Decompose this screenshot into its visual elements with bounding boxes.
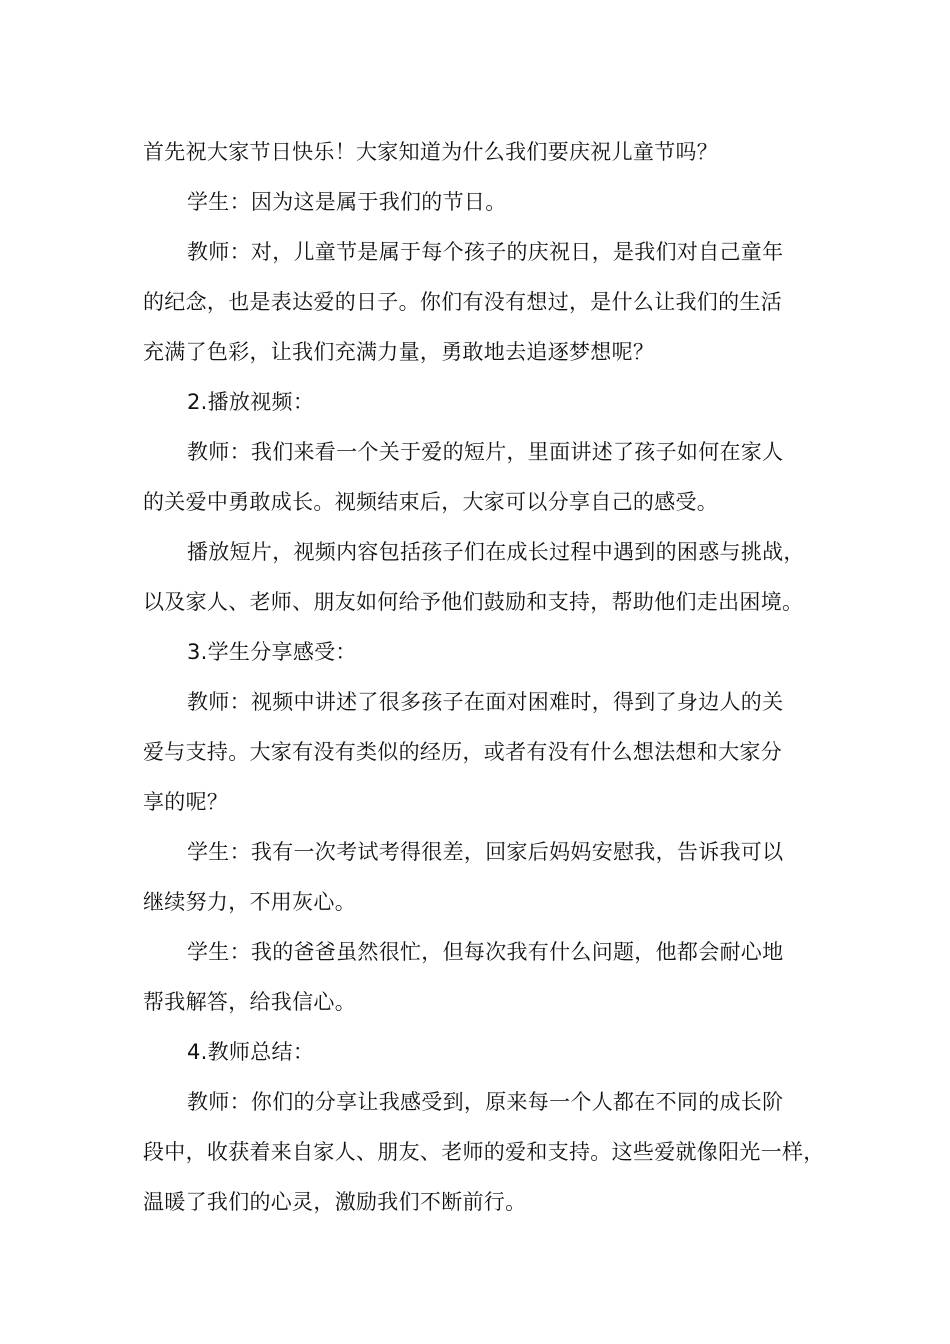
text-line: 段中，收获着来自家人、朋友、老师的爱和支持。这些爱就像阳光一样，: [143, 1140, 825, 1164]
text-line: 学生：因为这是属于我们的节日。: [187, 190, 507, 214]
document-body: [143, 127, 823, 1227]
text-line: 爱与支持。大家有没有类似的经历，或者有没有什么想法想和大家分: [143, 740, 782, 764]
paragraph: [143, 177, 823, 227]
paragraph: [143, 627, 823, 677]
text-line: 4.教师总结：: [187, 1040, 315, 1064]
paragraph: [143, 377, 823, 427]
paragraph: [143, 527, 823, 627]
paragraph: [143, 1027, 823, 1077]
text-line: 以及家人、老师、朋友如何给予他们鼓励和支持，帮助他们走出困境。: [143, 590, 804, 614]
text-line: 帮我解答，给我信心。: [143, 990, 356, 1014]
paragraph: [143, 227, 823, 377]
paragraph: [143, 127, 823, 177]
text-line: 播放短片，视频内容包括孩子们在成长过程中遇到的困惑与挑战，: [187, 540, 805, 564]
text-line: 温暖了我们的心灵，激励我们不断前行。: [143, 1190, 527, 1214]
text-line: 3.学生分享感受：: [187, 640, 357, 664]
text-line: 学生：我有一次考试考得很差，回家后妈妈安慰我，告诉我可以: [187, 840, 784, 864]
text-line: 学生：我的爸爸虽然很忙，但每次我有什么问题，他都会耐心地: [187, 940, 784, 964]
text-line: 首先祝大家节日快乐！大家知道为什么我们要庆祝儿童节吗？: [143, 140, 719, 164]
paragraph: [143, 1077, 823, 1227]
paragraph: [143, 927, 823, 1027]
paragraph: [143, 427, 823, 527]
text-line: 教师：视频中讲述了很多孩子在面对困难时，得到了身边人的关: [187, 690, 784, 714]
text-line: 教师：对，儿童节是属于每个孩子的庆祝日，是我们对自己童年: [187, 240, 784, 264]
text-line: 的关爱中勇敢成长。视频结束后，大家可以分享自己的感受。: [143, 490, 719, 514]
text-line: 享的呢？: [143, 790, 229, 814]
text-line: 充满了色彩，让我们充满力量，勇敢地去追逐梦想呢？: [143, 340, 655, 364]
text-line: 教师：我们来看一个关于爱的短片，里面讲述了孩子如何在家人: [187, 440, 784, 464]
text-line: 的纪念，也是表达爱的日子。你们有没有想过，是什么让我们的生活: [143, 290, 782, 314]
text-line: 继续努力，不用灰心。: [143, 890, 356, 914]
text-line: 教师：你们的分享让我感受到，原来每一个人都在不同的成长阶: [187, 1090, 784, 1114]
text-line: 2.播放视频：: [187, 390, 315, 414]
paragraph: [143, 827, 823, 927]
paragraph: [143, 677, 823, 827]
